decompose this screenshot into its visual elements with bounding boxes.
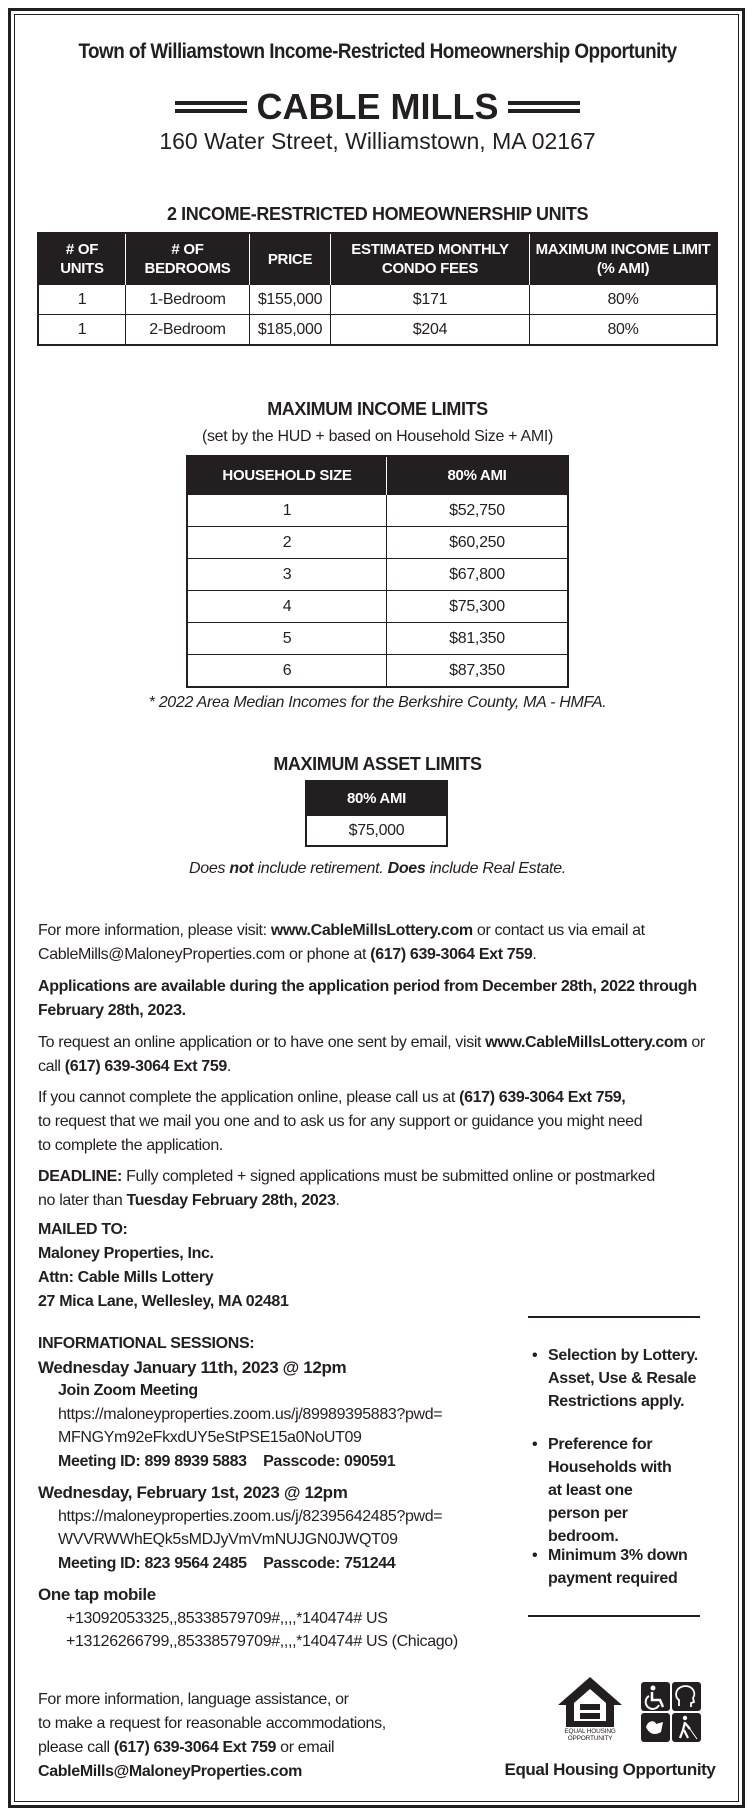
cell: 4 — [187, 591, 387, 623]
info-paragraph-request: To request an online application or to have one sent by email, visit www.CableMillsLottery.com or call (617) 639-3064 Ext 759. — [38, 1034, 705, 1075]
income-limits-subtitle: (set by the HUD + based on Household Size + AMI) — [201, 428, 554, 445]
cell: 80% — [530, 285, 718, 315]
equal-housing-house-icon — [556, 1675, 624, 1745]
session-1-ids: Meeting ID: 899 8939 5883 Passcode: 090591 — [58, 1452, 396, 1470]
asset-header-row — [306, 781, 447, 816]
col-bedrooms: # OF BEDROOMS — [126, 233, 250, 285]
cell: $75,000 — [306, 816, 447, 847]
table-row — [187, 495, 568, 527]
divider-top — [528, 1316, 700, 1318]
col-household-size: HOUSEHOLD SIZE — [187, 456, 387, 495]
asset-note — [0, 860, 755, 878]
text: or phone at — [284, 946, 371, 963]
cell: 3 — [187, 559, 387, 591]
session-2-url[interactable] — [38, 1505, 498, 1552]
property-address: 160 Water Street, Williamstown, MA 02167 — [159, 128, 596, 154]
email-link[interactable]: CableMills@MaloneyProperties.com — [38, 946, 285, 963]
website-link[interactable]: www.CableMillsLottery.com — [270, 922, 473, 939]
mobile-number[interactable]: +13126266799,,85338579709#,,,,*140474# US (Chicago) — [66, 1633, 458, 1650]
cell: 80% — [530, 315, 718, 346]
table-row — [187, 623, 568, 655]
decorative-lines-right — [508, 101, 580, 113]
cell: $185,000 — [250, 315, 331, 346]
cell: $155,000 — [250, 285, 331, 315]
asset-limits-title: MAXIMUM ASSET LIMITS — [273, 754, 482, 774]
col-units: # OF UNITS — [38, 233, 126, 285]
table-row — [187, 527, 568, 559]
mail-line: Maloney Properties, Inc. — [38, 1245, 214, 1262]
cell: 1 — [187, 495, 387, 527]
join-zoom-label: Join Zoom Meeting — [58, 1382, 198, 1399]
cell: 5 — [187, 623, 387, 655]
accessibility-icons — [641, 1682, 701, 1742]
decorative-lines-left — [175, 101, 247, 113]
cell: $171 — [331, 285, 530, 315]
informational-sessions — [38, 1332, 498, 1654]
table-row — [38, 285, 717, 315]
col-condo-fees: ESTIMATED MONTHLY CONDO FEES — [331, 233, 530, 285]
cell: $81,350 — [387, 623, 569, 655]
footer-line: please call — [38, 1739, 114, 1756]
units-title: 2 INCOME-RESTRICTED HOMEOWNERSHIP UNITS — [166, 204, 589, 224]
brand-block — [0, 86, 755, 128]
table-row — [38, 315, 717, 346]
table-row — [306, 816, 447, 847]
cell: 1 — [38, 285, 126, 315]
bullet-down-payment: • Minimum 3% down payment required — [532, 1544, 688, 1590]
cell: 1-Bedroom — [126, 285, 250, 315]
col-income-limit: MAXIMUM INCOME LIMIT (% AMI) — [530, 233, 718, 285]
mobile-number[interactable]: +13092053325,,85338579709#,,,,*140474# US — [66, 1609, 388, 1627]
url-part[interactable]: https://maloneyproperties.zoom.us/j/89989395883?pwd= — [58, 1405, 443, 1423]
footer-line: to make a request for reasonable accommodations, — [38, 1715, 386, 1732]
text: call — [38, 1058, 65, 1075]
session-1-date: Wednesday January 11th, 2023 @ 12pm — [38, 1357, 347, 1377]
table-row — [187, 591, 568, 623]
info-paragraph-offline — [38, 1086, 728, 1158]
deadline-date: Tuesday February 28th, 2023 — [126, 1192, 336, 1209]
cell: $60,250 — [387, 527, 569, 559]
cell: $75,300 — [387, 591, 569, 623]
text: To request an online application or to have one sent by email, visit — [38, 1034, 486, 1051]
cell: 1 — [38, 315, 126, 346]
col-ami: 80% AMI — [387, 456, 569, 495]
eho-logo-text: EQUAL HOUSING — [564, 1728, 616, 1735]
town-title: Town of Williamstown Income-Restricted Homeownership Opportunity — [78, 40, 677, 63]
text: or contact us via email at — [472, 922, 645, 939]
cell: $67,800 — [387, 559, 569, 591]
footer-line: For more information, language assistance, or — [38, 1691, 349, 1708]
divider-bottom — [528, 1615, 700, 1617]
cell: 2-Bedroom — [126, 315, 250, 346]
text: no later than — [38, 1192, 127, 1209]
phone-number[interactable]: (617) 639-3064 Ext 759 — [113, 1739, 277, 1756]
url-part[interactable]: https://maloneyproperties.zoom.us/j/82395642485?pwd= — [58, 1507, 443, 1525]
eho-logo-text: OPPORTUNITY — [567, 1735, 613, 1742]
mail-line: Attn: Cable Mills Lottery — [38, 1269, 214, 1286]
phone-number[interactable]: (617) 639-3064 Ext 759 — [370, 946, 533, 963]
cell: $87,350 — [387, 655, 569, 688]
info-paragraph-website: For more information, please visit: www.CableMillsLottery.com or contact us via email at CableMills@MaloneyProperties.com or phone at (617) 639-3064 Ext 759. — [38, 922, 645, 963]
cell: 2 — [187, 527, 387, 559]
units-header-row — [38, 233, 717, 285]
asset-limits-table — [305, 780, 448, 847]
mail-line: 27 Mica Lane, Wellesley, MA 02481 — [38, 1293, 289, 1310]
asset-note-does: Does — [387, 860, 426, 877]
income-limits-table — [186, 455, 569, 688]
col-asset-ami: 80% AMI — [306, 781, 447, 816]
one-tap-mobile-label: One tap mobile — [38, 1585, 156, 1604]
footer-contact — [38, 1688, 458, 1784]
cell: $204 — [331, 315, 530, 346]
text: to request that we mail you one and to ask us for any support or guidance you might need — [38, 1113, 643, 1130]
application-period: Applications are available during the application period from December 28th, 2022 through February 28th, 2023. — [38, 978, 697, 1019]
units-table — [37, 232, 718, 346]
website-link[interactable]: www.CableMillsLottery.com — [485, 1034, 688, 1051]
phone-number[interactable]: (617) 639-3064 Ext 759 — [64, 1058, 227, 1075]
text: For more information, please visit: — [38, 922, 271, 939]
table-row — [187, 559, 568, 591]
asset-note-text: include retirement. — [253, 860, 388, 877]
session-2-ids: Meeting ID: 823 9564 2485 Passcode: 751244 — [58, 1554, 396, 1572]
income-header-row — [187, 456, 568, 495]
mailed-to-label: MAILED TO: — [38, 1221, 128, 1238]
asset-note-not: not — [229, 860, 254, 877]
url-part[interactable]: WVVRWWhEQk5sMDJyVmVmNUJGN0JWQT09 — [58, 1531, 398, 1548]
income-footnote: * 2022 Area Median Incomes for the Berkshire County, MA - HMFA. — [148, 694, 607, 711]
wheelchair-icon — [641, 1682, 670, 1711]
footer-line: or email — [276, 1739, 335, 1756]
asset-note-text: Does — [189, 860, 230, 877]
email-link[interactable]: CableMills@MaloneyProperties.com — [38, 1763, 303, 1780]
col-price: PRICE — [250, 233, 331, 285]
table-row — [187, 655, 568, 688]
cell: 6 — [187, 655, 387, 688]
text: or — [687, 1034, 705, 1051]
text: to complete the application. — [38, 1137, 223, 1154]
phone-number[interactable]: (617) 639-3064 Ext 759, — [459, 1089, 626, 1106]
bullet-lottery: • Selection by Lottery. Asset, Use & Resale Restrictions apply. — [532, 1344, 708, 1413]
text: If you cannot complete the application online, please call us at — [38, 1089, 460, 1106]
equal-housing-caption: Equal Housing Opportunity — [504, 1760, 716, 1779]
brand-name: CABLE MILLS — [256, 86, 499, 127]
sessions-label: INFORMATIONAL SESSIONS: — [38, 1335, 255, 1352]
deadline-label: DEADLINE: — [38, 1168, 122, 1185]
asset-note-text: include Real Estate. — [425, 860, 566, 877]
deadline-paragraph: DEADLINE: Fully completed + signed applications must be submitted online or postmarked no later than Tuesday February 28th, 2023. — [38, 1168, 655, 1209]
cell: $52,750 — [387, 495, 569, 527]
session-1-url[interactable] — [38, 1403, 498, 1450]
text: Fully completed + signed applications must be submitted online or postmarked — [121, 1168, 655, 1185]
bullet-preference: • Preference for Households with at least one person per bedroom. — [532, 1433, 688, 1548]
url-part[interactable]: MFNGYm92eFkxdUY5eStPSE15a0NoUT09 — [58, 1429, 362, 1446]
session-2-date: Wednesday, February 1st, 2023 @ 12pm — [38, 1483, 348, 1502]
income-limits-title: MAXIMUM INCOME LIMITS — [267, 399, 488, 419]
mailing-address — [38, 1218, 728, 1314]
